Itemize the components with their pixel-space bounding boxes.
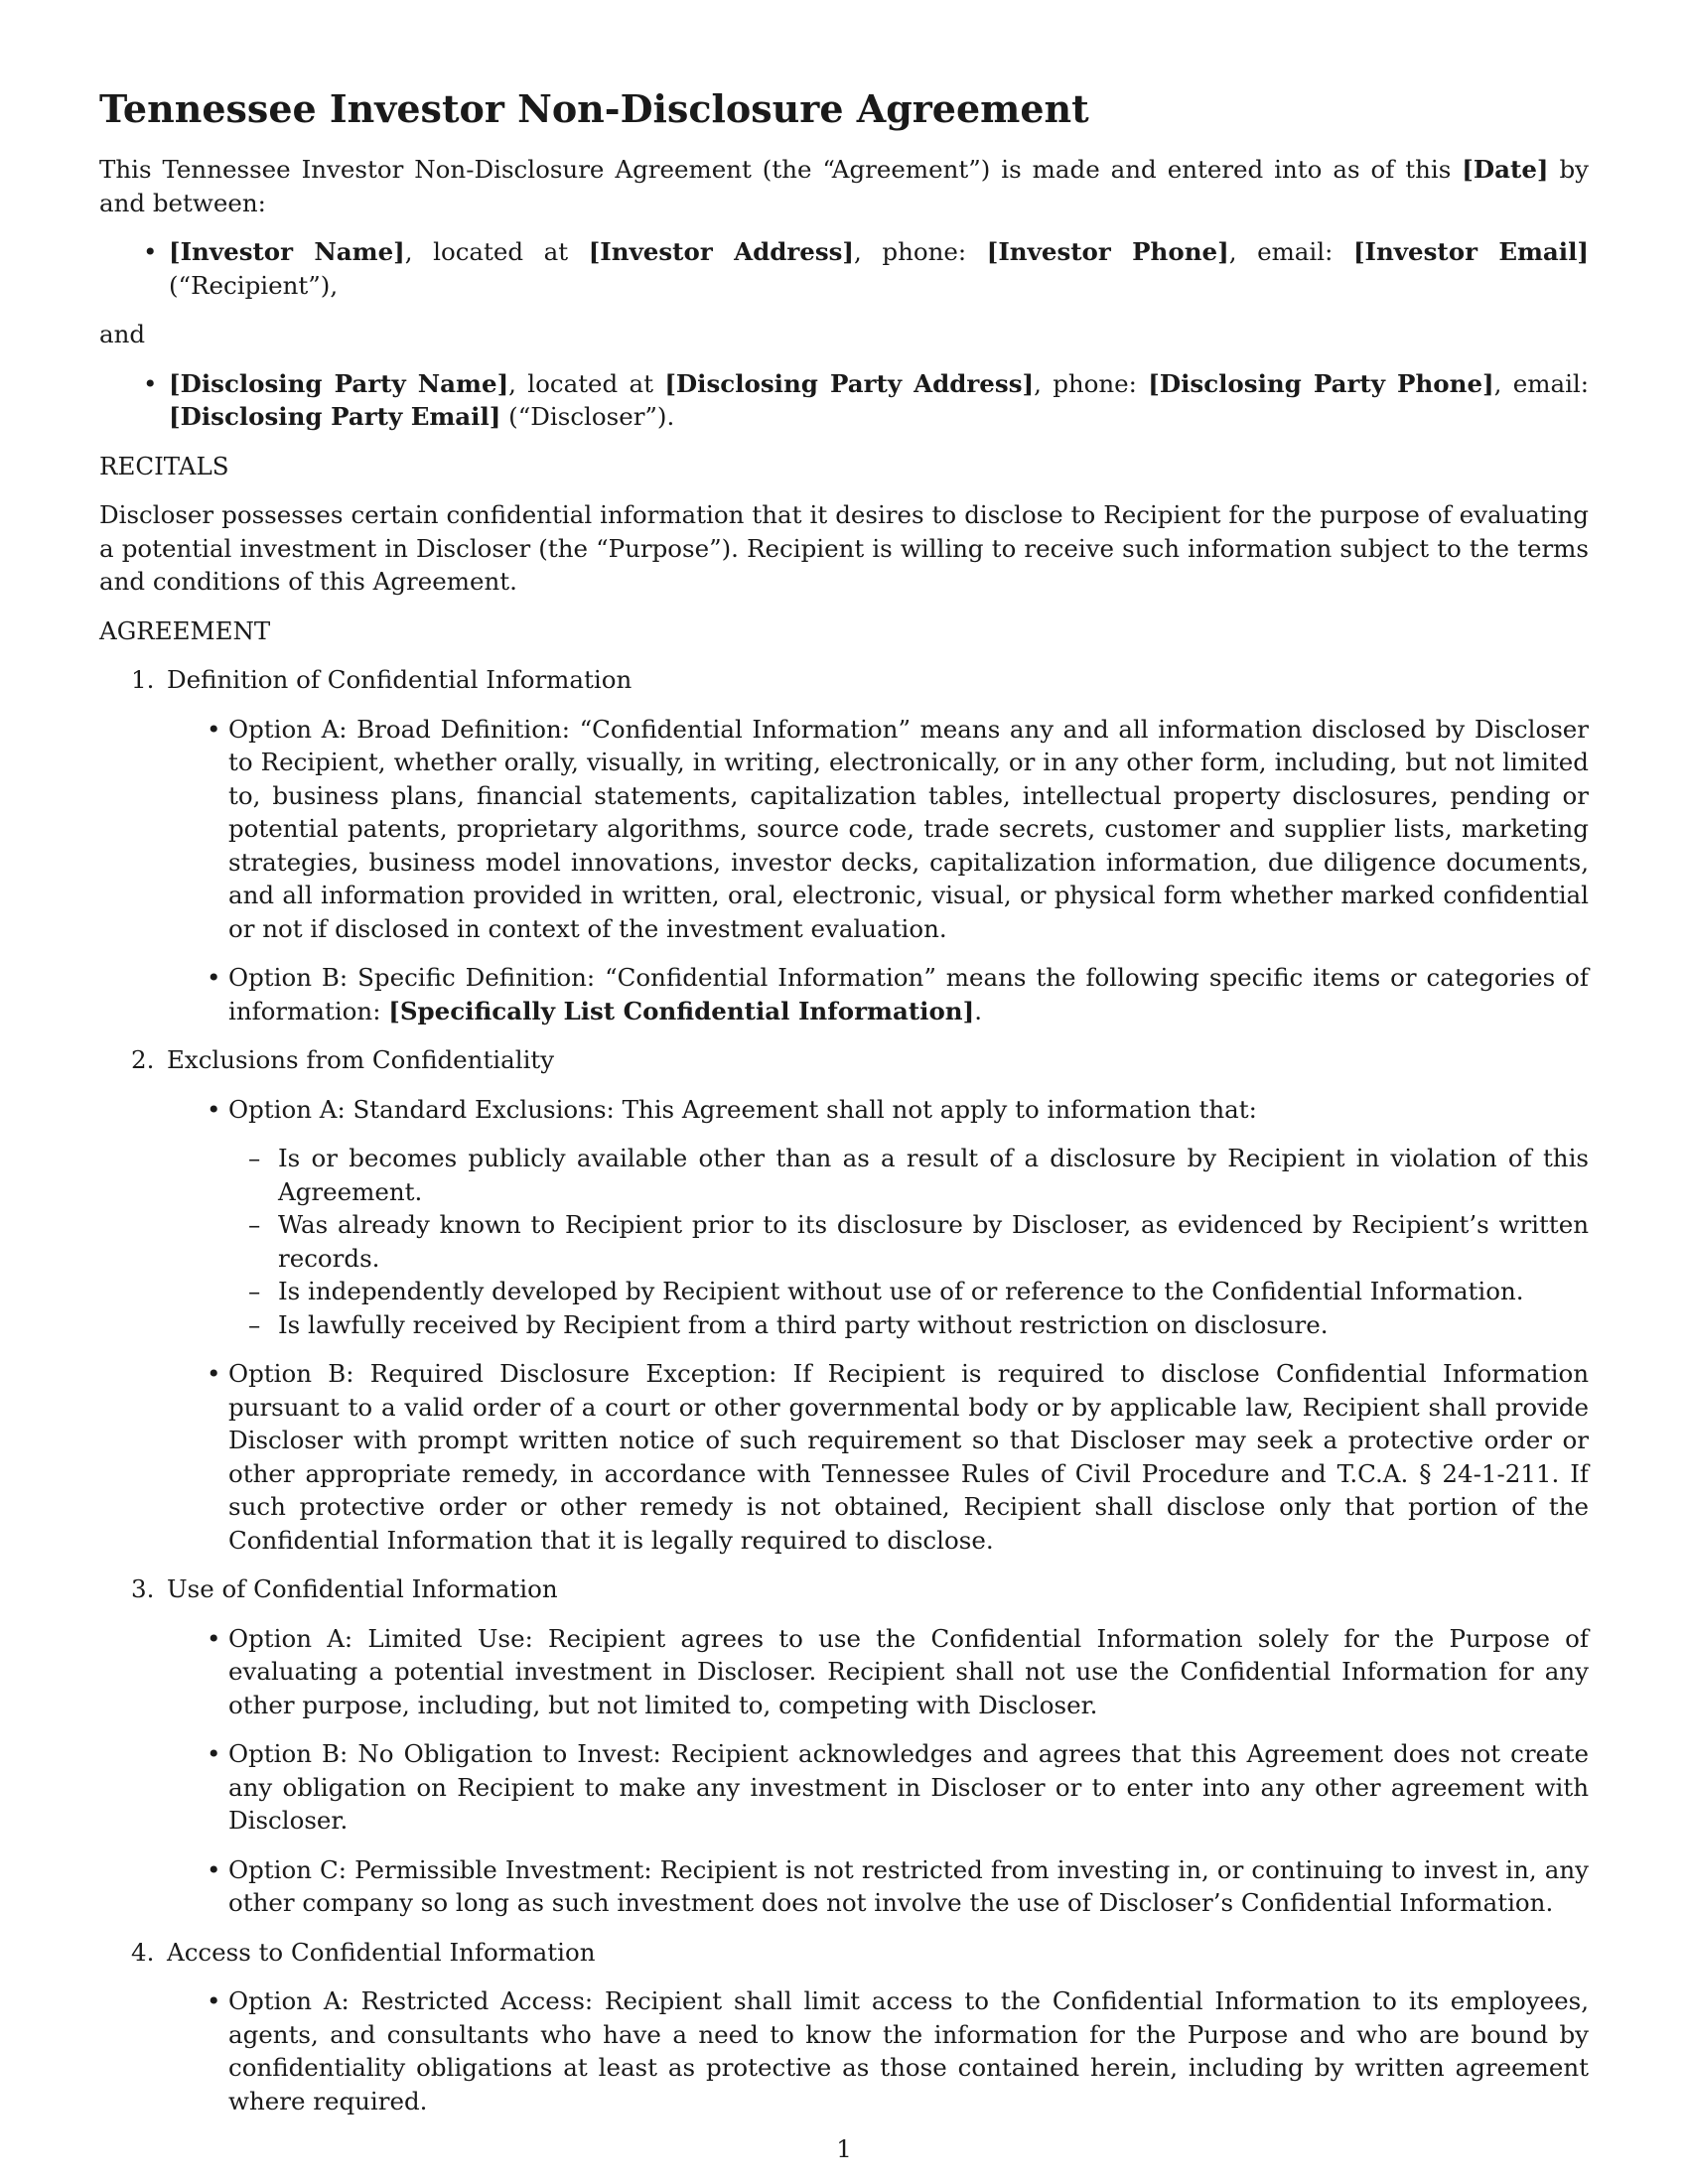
intro-text-a: This Tennessee Investor Non-Disclosure Agreement (the “Agreement”) is made and entered into as of this: [99, 155, 1463, 184]
party-list-discloser: [99, 367, 1589, 434]
option-item: [228, 1093, 1589, 1342]
intro-paragraph: [99, 153, 1589, 219]
document-title: Tennessee Investor Non-Disclosure Agreement: [99, 86, 1089, 131]
exclusion-item: – Is lawfully received by Recipient from a third party without restriction on disclosure.: [278, 1308, 1589, 1342]
option-item: • Option B: No Obligation to Invest: Recipient acknowledges and agrees that this Agreement does not create any obligation on Recipient to make any investment in Discloser or to enter into any other agreement with Discloser.: [228, 1737, 1589, 1838]
option-text-end: .: [974, 996, 982, 1025]
discloser-email: [Disclosing Party Email]: [169, 402, 501, 431]
section-2: [99, 1043, 1589, 1557]
option-text: Option A: Standard Exclusions: This Agreement shall not apply to information that:: [228, 1094, 1257, 1124]
party-text: , located at: [404, 237, 589, 266]
page-number: 1: [836, 2134, 852, 2163]
exclusion-list: [228, 1142, 1589, 1341]
and-connector: and: [99, 320, 146, 348]
option-list: [167, 1984, 1589, 2117]
option-item: • Option A: Limited Use: Recipient agrees to use the Confidential Information solely for the Purpose of evaluating a potential investment in Discloser. Recipient shall not use the Confidential Information for any other purpose, including, but not limited to, competing with Discloser.: [228, 1622, 1589, 1722]
document-page: [99, 85, 1589, 2133]
investor-phone: [Investor Phone]: [986, 237, 1229, 266]
section-number: 2.: [131, 1045, 155, 1074]
section-1: [99, 663, 1589, 1027]
option-list: [167, 1093, 1589, 1558]
discloser-address: [Disclosing Party Address]: [664, 368, 1035, 398]
party-text: , email:: [1493, 368, 1590, 398]
party-discloser: [169, 367, 1589, 434]
option-text: Option B: Specific Definition: “Confidential Information” means the following specific items or categories of information:: [228, 963, 1589, 1025]
section-title: Access to Confidential Information: [167, 1937, 596, 1967]
option-item: • Option C: Permissible Investment: Recipient is not restricted from investing in, or continuing to invest in, any other company so long as such investment does not involve the use of Discloser’s Confidential Information.: [228, 1853, 1589, 1920]
option-list: [167, 1622, 1589, 1920]
section-number: 3.: [131, 1574, 155, 1603]
party-list-recipient: [99, 235, 1589, 302]
agreement-sections: [99, 663, 1589, 2117]
investor-name: [Investor Name]: [169, 237, 405, 266]
section-title: Exclusions from Confidentiality: [167, 1045, 555, 1074]
party-text: , phone:: [1034, 368, 1149, 398]
exclusion-item: – Is independently developed by Recipient without use of or reference to the Confidential Information.: [278, 1275, 1589, 1308]
discloser-name: [Disclosing Party Name]: [169, 368, 509, 398]
section-3: [99, 1572, 1589, 1920]
option-list: [167, 713, 1589, 1028]
recitals-paragraph: Discloser possesses certain confidential information that it desires to disclose to Recipient for the purpose of evaluating a potential investment in Discloser (the “Purpose”). Recipient is willing to receive such information subject to the terms and conditions of this Agreement.: [99, 500, 1589, 596]
confidential-info-placeholder: [Specifically List Confidential Information]: [388, 996, 975, 1025]
section-4: [99, 1936, 1589, 2118]
exclusion-item: – Is or becomes publicly available other than as a result of a disclosure by Recipient in violation of this Agreement.: [278, 1142, 1589, 1208]
option-item: • Option B: Required Disclosure Exception: If Recipient is required to disclose Confidential Information pursuant to a valid order of a court or other governmental body or by applicable law, Recipient shall provide Discloser with prompt written notice of such requirement so that Discloser may seek a protective order or other appropriate remedy, in accordance with Tennessee Rules of Civil Procedure and T.C.A. § 24-1-211. If such protective order or other remedy is not obtained, Recipient shall disclose only that portion of the Confidential Information that it is legally required to disclose.: [228, 1357, 1589, 1557]
date-placeholder: [Date]: [1462, 155, 1549, 184]
section-number: 4.: [131, 1937, 155, 1967]
section-title: Definition of Confidential Information: [167, 665, 633, 694]
investor-email: [Investor Email]: [1352, 237, 1589, 266]
option-item: • Option A: Restricted Access: Recipient shall limit access to the Confidential Information to its employees, agents, and consultants who have a need to know the information for the Purpose and who are bound by confidentiality obligations at least as protective as those contained herein, including by written agreement where required.: [228, 1984, 1589, 2117]
party-recipient: [169, 235, 1589, 302]
exclusion-item: – Was already known to Recipient prior to its disclosure by Discloser, as evidenced by Recipient’s written records.: [278, 1208, 1589, 1275]
party-text: (“Discloser”).: [500, 402, 675, 431]
party-text: , located at: [508, 368, 665, 398]
section-title: Use of Confidential Information: [167, 1574, 558, 1603]
investor-address: [Investor Address]: [588, 237, 855, 266]
discloser-phone: [Disclosing Party Phone]: [1148, 368, 1494, 398]
option-item: [228, 961, 1589, 1027]
option-item: • Option A: Broad Definition: “Confidential Information” means any and all information disclosed by Discloser to Recipient, whether orally, visually, in writing, electronically, or in any other form, including, but not limited to, business plans, financial statements, capitalization tables, intellectual property disclosures, pending or potential patents, proprietary algorithms, source code, trade secrets, customer and supplier lists, marketing strategies, business model innovations, investor decks, capitalization information, due diligence documents, and all information provided in written, oral, electronic, visual, or physical form whether marked confidential or not if disclosed in context of the investment evaluation.: [228, 713, 1589, 946]
party-text: , phone:: [854, 237, 987, 266]
party-text: (“Recipient”),: [169, 270, 339, 300]
intro-text-b: by and between:: [99, 155, 1590, 217]
party-text: , email:: [1228, 237, 1353, 266]
agreement-heading: AGREEMENT: [99, 615, 271, 645]
section-number: 1.: [131, 665, 155, 694]
recitals-heading: RECITALS: [99, 451, 229, 480]
